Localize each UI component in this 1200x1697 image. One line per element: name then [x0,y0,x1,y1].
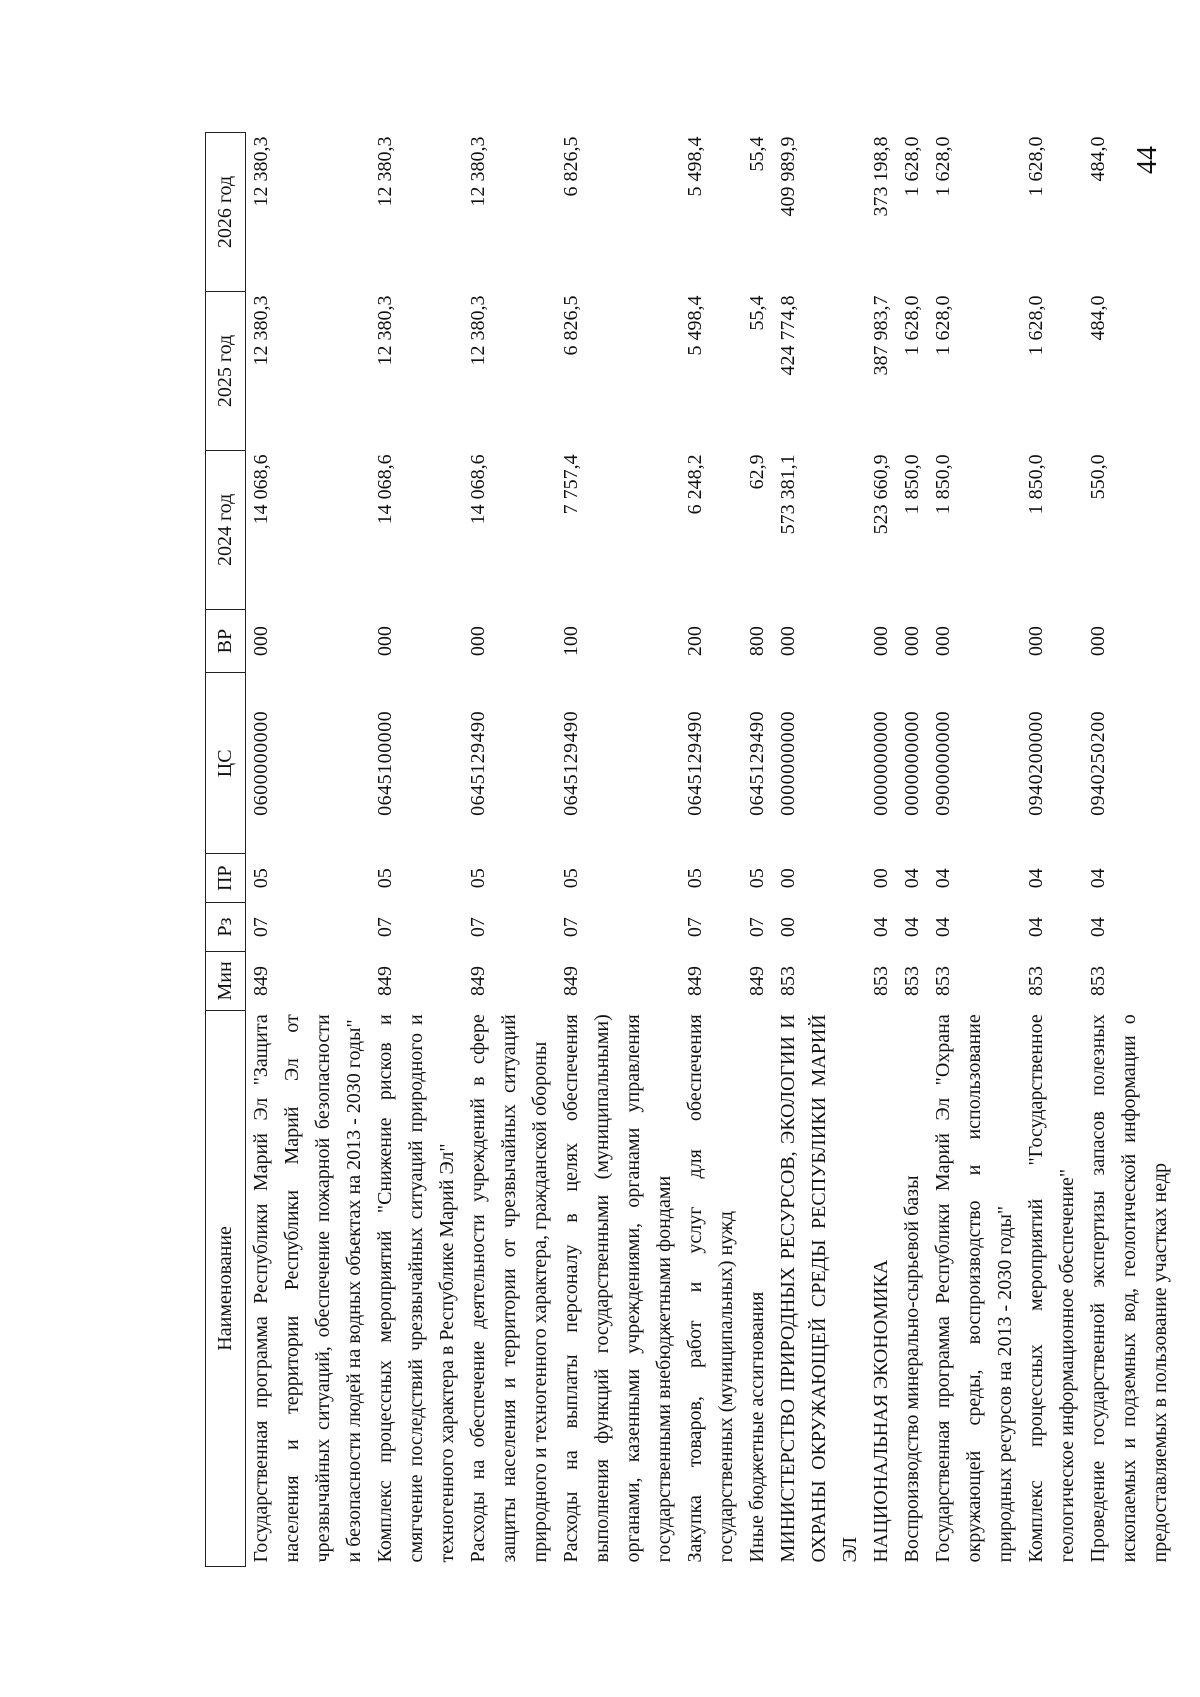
row-cs: 0940200000 [1025,710,1047,816]
row-2025: 55,4 [746,295,768,331]
row-2025: 424 774,8 [777,295,799,376]
row-cs: 0940250200 [1087,710,1109,816]
row-pr: 04 [932,868,954,889]
row-vr: 000 [1025,626,1047,657]
row-pr: 04 [901,868,923,889]
row-vr: 000 [1087,626,1109,657]
row-2025: 1 628,0 [901,295,923,356]
header-pr: ПР [206,854,246,903]
row-min: 853 [870,965,892,996]
row-cs: 0645129490 [560,710,582,816]
row-vr: 000 [777,626,799,657]
table-row [897,133,928,1567]
row-2024: 14 068,6 [250,454,272,525]
row-2025: 1 628,0 [932,295,954,356]
table-row [866,133,897,1567]
row-min: 849 [250,965,272,996]
header-2026: 2026 год [206,133,246,292]
row-2026: 6 826,5 [560,136,582,197]
row-min: 849 [684,965,706,996]
header-2025: 2025 год [206,291,246,450]
header-name: Наименование [206,1010,246,1566]
table-row [742,133,773,1567]
row-2026: 1 628,0 [932,136,954,197]
row-min: 849 [560,965,582,996]
row-vr: 200 [684,626,706,657]
row-2026: 1 628,0 [1025,136,1047,197]
row-rz: 07 [684,917,706,938]
header-2024: 2024 год [206,450,246,609]
row-cs: 0645129490 [684,710,706,816]
table-row [1083,133,1176,1567]
row-2024: 14 068,6 [374,454,396,525]
table-row [556,133,680,1567]
row-vr: 000 [932,626,954,657]
row-2024: 573 381,1 [777,454,799,535]
row-rz: 07 [560,917,582,938]
row-2025: 5 498,4 [684,295,706,356]
row-name: Государственная программа Республики Марий Эл "Защита населения и территории Республики Марий Эл от чрезвычайных ситуаций, обеспечение пожарной безопасности и безопасности людей на водных объектах на 2013 - 2030 годы" [250,1014,365,1563]
row-2026: 484,0 [1087,136,1109,182]
row-name: Проведение государственной экспертизы запасов полезных ископаемых и подземных вод, геологической информации о предоставляемых в пользование участках недр [1087,1014,1171,1563]
row-2026: 12 380,3 [467,136,489,207]
row-2024: 1 850,0 [901,454,923,515]
row-name: Государственная программа Республики Марий Эл "Охрана окружающей среды, воспроизводство и использование природных ресурсов на 2013 - 2030 годы" [932,1014,1016,1563]
row-name: Воспроизводство минерально-сырьевой базы [901,1175,923,1563]
row-rz: 04 [1025,917,1047,938]
row-min: 849 [374,965,396,996]
row-pr: 05 [684,868,706,889]
row-name: Комплекс процессных мероприятий "Государственное геологическое информационное обеспечение" [1025,1014,1078,1563]
row-cs: 0645100000 [374,710,396,816]
row-vr: 000 [901,626,923,657]
row-name: МИНИСТЕРСТВО ПРИРОДНЫХ РЕСУРСОВ, ЭКОЛОГИИ И ОХРАНЫ ОКРУЖАЮЩЕЙ СРЕДЫ РЕСПУБЛИКИ МАРИЙ ЭЛ [777,1014,861,1563]
row-min: 853 [932,965,954,996]
table-row [928,133,1021,1567]
row-2025: 12 380,3 [250,295,272,366]
row-min: 853 [1025,965,1047,996]
row-pr: 04 [1025,868,1047,889]
row-pr: 05 [374,868,396,889]
row-2024: 14 068,6 [467,454,489,525]
row-2025: 6 826,5 [560,295,582,356]
row-cs: 0600000000 [250,710,272,816]
row-rz: 07 [467,917,489,938]
row-rz: 04 [870,917,892,938]
row-vr: 000 [870,626,892,657]
row-rz: 04 [901,917,923,938]
row-pr: 05 [746,868,768,889]
table-row [246,133,371,1567]
row-vr: 000 [374,626,396,657]
row-cs: 0645129490 [467,710,489,816]
row-vr: 000 [250,626,272,657]
row-vr: 800 [746,626,768,657]
row-2024: 523 660,9 [870,454,892,535]
row-min: 853 [777,965,799,996]
row-rz: 07 [250,917,272,938]
row-cs: 0000000000 [901,710,923,816]
row-pr: 05 [250,868,272,889]
row-cs: 0900000000 [932,710,954,816]
row-2026: 409 989,9 [777,136,799,217]
table-row [773,133,866,1567]
row-min: 849 [746,965,768,996]
row-2025: 1 628,0 [1025,295,1047,356]
row-2026: 1 628,0 [901,136,923,197]
row-2024: 6 248,2 [684,454,706,515]
row-name: Иные бюджетные ассигнования [746,1291,768,1563]
header-cs: ЦС [206,673,246,854]
header-min: Мин [206,952,246,1011]
table-row [1021,133,1083,1567]
budget-table [205,132,1176,1567]
row-2024: 62,9 [746,454,768,490]
row-2025: 12 380,3 [374,295,396,366]
row-2025: 387 983,7 [870,295,892,376]
row-2025: 484,0 [1087,295,1109,341]
row-cs: 0645129490 [746,710,768,816]
row-pr: 00 [777,868,799,889]
row-min: 849 [467,965,489,996]
row-name: Закупка товаров, работ и услуг для обеспечения государственных (муниципальных) нужд [684,1014,737,1563]
row-2026: 55,4 [746,136,768,172]
page-number: 44 [1132,146,1163,174]
row-min: 853 [1087,965,1109,996]
row-2024: 7 757,4 [560,454,582,515]
row-2026: 5 498,4 [684,136,706,197]
table-header-row [206,133,246,1567]
row-rz: 07 [374,917,396,938]
row-vr: 100 [560,626,582,657]
row-name: Расходы на выплаты персоналу в целях обеспечения выполнения функций государственными (муниципальными) органами, казенными учреждениями, органами управления государственными внебюджетными фондами [560,1014,675,1563]
row-cs: 0000000000 [777,710,799,816]
row-rz: 00 [777,917,799,938]
row-rz: 04 [932,917,954,938]
row-pr: 05 [467,868,489,889]
row-2024: 550,0 [1087,454,1109,500]
row-2026: 373 198,8 [870,136,892,217]
row-2026: 12 380,3 [374,136,396,207]
row-cs: 0000000000 [870,710,892,816]
table-row [680,133,742,1567]
row-2024: 1 850,0 [1025,454,1047,515]
row-name: НАЦИОНАЛЬНАЯ ЭКОНОМИКА [870,1259,892,1563]
row-rz: 07 [746,917,768,938]
row-rz: 04 [1087,917,1109,938]
row-2025: 12 380,3 [467,295,489,366]
row-pr: 04 [1087,868,1109,889]
header-rz: Рз [206,903,246,952]
row-2024: 1 850,0 [932,454,954,515]
row-pr: 00 [870,868,892,889]
table-row [463,133,556,1567]
header-vr: ВР [206,609,246,673]
row-name: Расходы на обеспечение деятельности учреждений в сфере защиты населения и территории от чрезвычайных ситуаций природного и техногенного характера, гражданской обороны [467,1014,551,1563]
row-name: Комплекс процессных мероприятий "Снижение рисков и смягчение последствий чрезвычайных ситуаций природного и техногенного характера в Республике Марий Эл" [374,1014,458,1563]
row-pr: 05 [560,868,582,889]
row-min: 853 [901,965,923,996]
row-2026: 12 380,3 [250,136,272,207]
table-row [370,133,463,1567]
row-vr: 000 [467,626,489,657]
